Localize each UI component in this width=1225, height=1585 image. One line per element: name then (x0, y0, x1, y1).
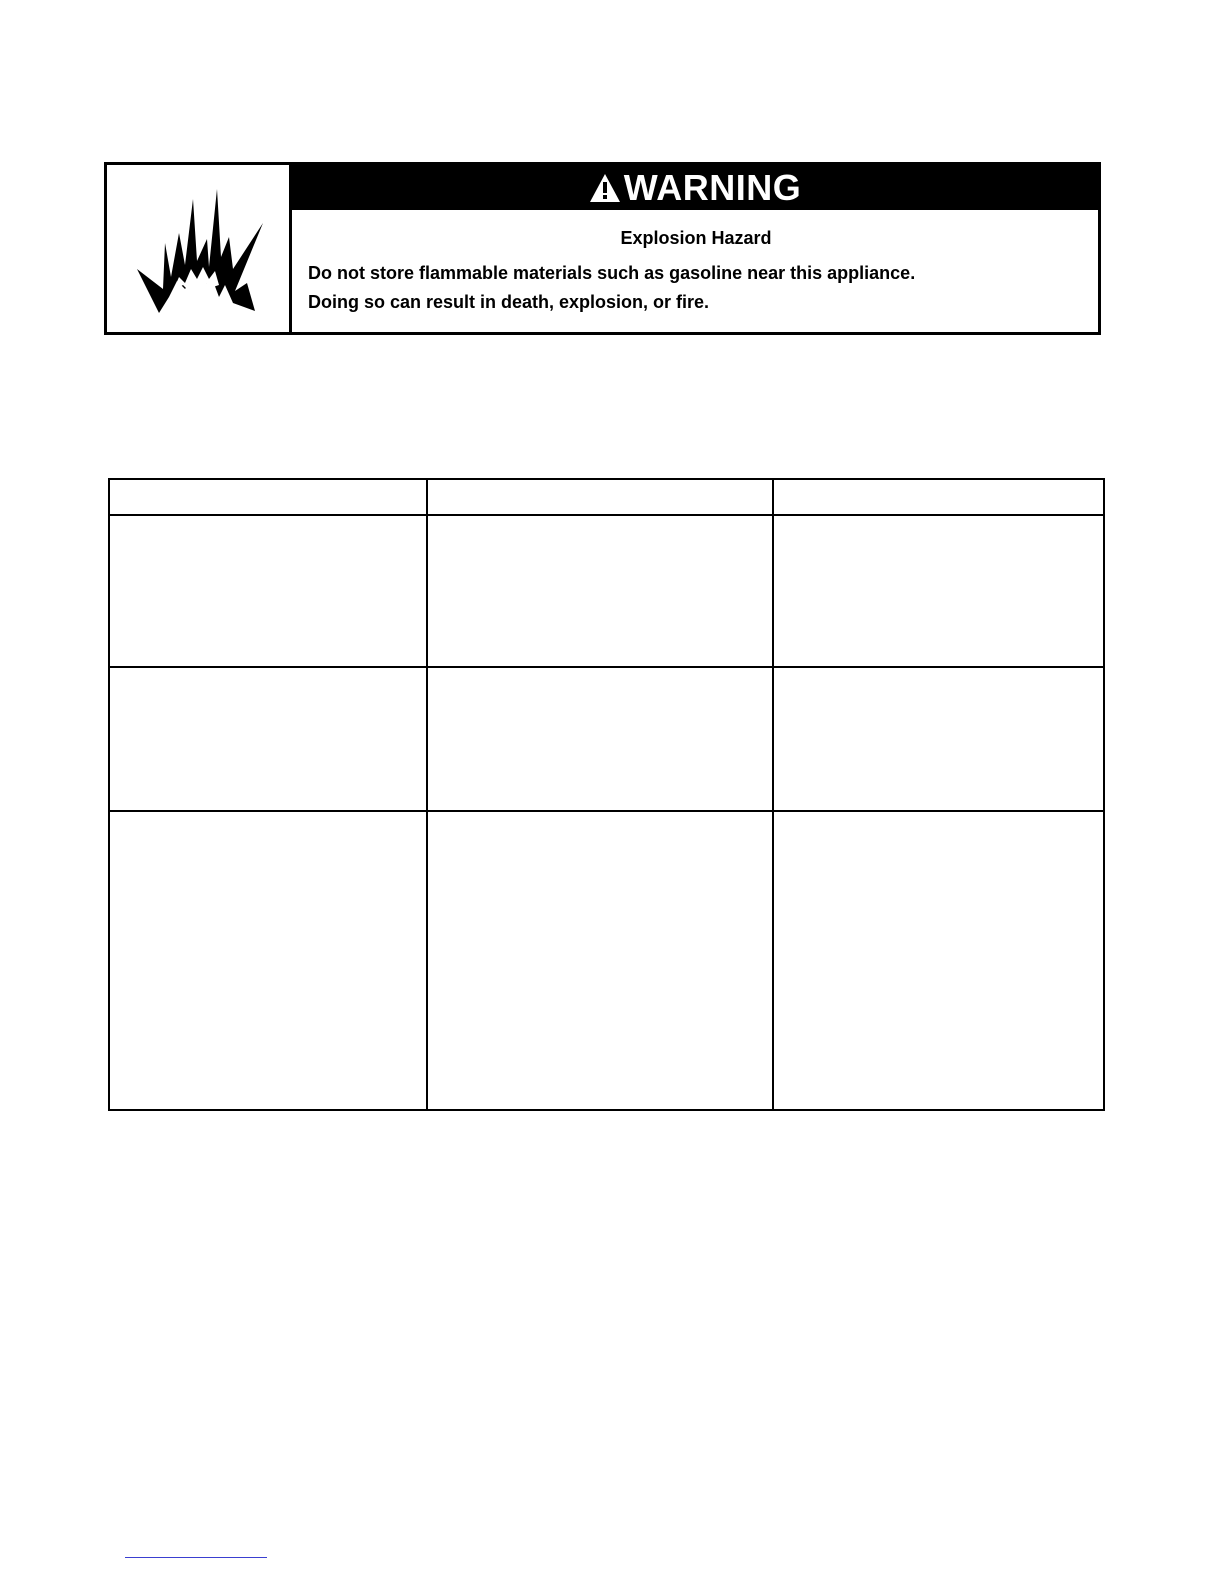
warning-content (292, 165, 1098, 332)
hazard-title: Explosion Hazard (620, 228, 772, 248)
hazard-line-2: Doing so can result in death, explosion, or fire. (308, 292, 710, 312)
info-table (108, 478, 1105, 1111)
warning-icon-cell (107, 165, 292, 332)
warning-body (292, 210, 1098, 317)
alert-triangle-icon (589, 173, 621, 203)
table-column-divider-1 (426, 480, 428, 1109)
table-row-divider-1 (110, 666, 1103, 668)
warning-header (292, 165, 1098, 210)
explosion-icon (129, 185, 269, 315)
table-column-divider-2 (772, 480, 774, 1109)
hazard-line-1: Do not store flammable materials such as gasoline near this appliance. (308, 263, 916, 283)
warning-heading: WARNING (623, 166, 802, 208)
table-header-divider (110, 514, 1103, 516)
warning-box (104, 162, 1101, 335)
footer-rule (125, 1557, 267, 1558)
table-row-divider-2 (110, 810, 1103, 812)
